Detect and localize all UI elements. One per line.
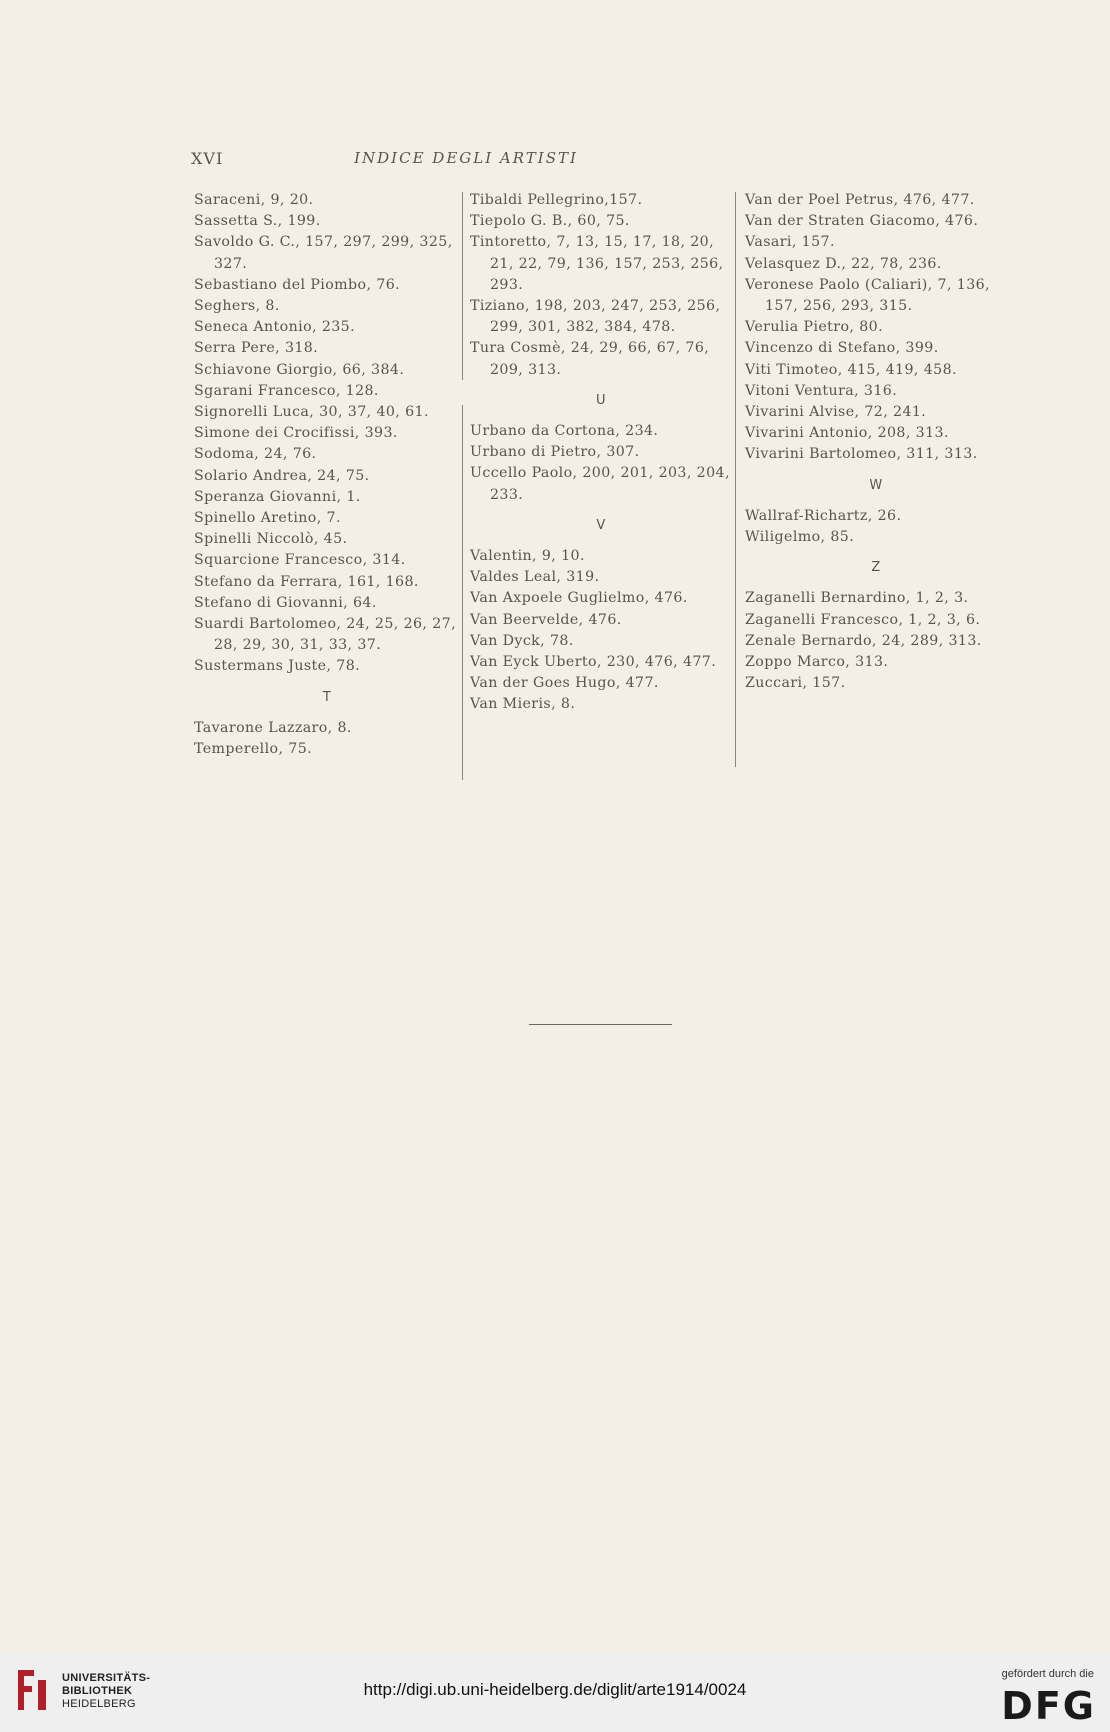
index-entry: Temperello, 75. <box>194 741 313 758</box>
index-entry: Sgarani Francesco, 128. <box>194 382 379 399</box>
index-entry: Zenale Bernardo, 24, 289, 313. <box>745 632 982 649</box>
index-entry: Urbano di Pietro, 307. <box>470 444 640 461</box>
index-entry: Suardi Bartolomeo, 24, 25, 26, 27, 28, 29, 30, 31, 33, 37. <box>194 616 457 654</box>
index-entry: Signorelli Luca, 30, 37, 40, 61. <box>194 404 429 421</box>
section-letter: U <box>596 392 606 408</box>
index-entry: Spinello Aretino, 7. <box>194 510 341 527</box>
index-entry: Zaganelli Bernardino, 1, 2, 3. <box>745 590 969 607</box>
index-entry: Tibaldi Pellegrino,157. <box>470 192 643 208</box>
index-entry: Sebastiano del Piombo, 76. <box>194 276 401 293</box>
index-entry: Urbano da Cortona, 234. <box>470 423 659 440</box>
index-entry: Seneca Antonio, 235. <box>194 319 356 336</box>
index-entry: Sassetta S., 199. <box>194 213 321 230</box>
section-letter: W <box>869 477 883 493</box>
index-entry: Tavarone Lazzaro, 8. <box>194 719 352 736</box>
index-entry: Van der Goes Hugo, 477. <box>470 675 659 692</box>
index-entry: Saraceni, 9, 20. <box>194 192 314 208</box>
index-entry: Uccello Paolo, 200, 201, 203, 204, 233. <box>470 465 730 503</box>
index-entry: Van Eyck Uberto, 230, 476, 477. <box>470 654 717 671</box>
index-entry: Van Axpoele Guglielmo, 476. <box>470 590 688 607</box>
column-rule-left-lower <box>462 405 463 780</box>
section-letter: Z <box>871 560 881 576</box>
index-entry: Vincenzo di Stefano, 399. <box>745 340 939 357</box>
index-entry: Wallraf-Richartz, 26. <box>745 507 902 524</box>
index-entry: Zaganelli Francesco, 1, 2, 3, 6. <box>745 611 981 628</box>
index-entry: Vivarini Alvise, 72, 241. <box>745 404 927 421</box>
index-column-2 <box>470 190 732 716</box>
index-entry: Wiligelmo, 85. <box>745 529 855 546</box>
index-entry: Sustermans Juste, 78. <box>194 658 361 675</box>
running-title: INDICE DEGLI ARTISTI <box>354 149 578 167</box>
index-entry: Van Beervelde, 476. <box>470 611 622 628</box>
index-entry: Savoldo G. C., 157, 297, 299, 325, 327. <box>194 234 453 272</box>
source-url-link[interactable]: http://digi.ub.uni-heidelberg.de/diglit/arte1914/0024 <box>363 1680 747 1699</box>
index-entry: Zuccari, 157. <box>745 675 846 692</box>
index-entry: Tura Cosmè, 24, 29, 66, 67, 76, 209, 313. <box>470 340 710 378</box>
index-entry: Vitoni Ventura, 316. <box>745 382 898 399</box>
index-entry: Valentin, 9, 10. <box>470 548 585 565</box>
dfg-logo: DFG <box>1001 1684 1096 1728</box>
index-entry: Valdes Leal, 319. <box>470 569 600 586</box>
index-entry: Van der Straten Giacomo, 476. <box>745 213 979 230</box>
index-entry: Tiziano, 198, 203, 247, 253, 256, 299, 301, 382, 384, 478. <box>470 298 721 336</box>
index-entry: Spinelli Niccolò, 45. <box>194 531 348 548</box>
page-number: XVI <box>191 149 224 168</box>
funding-note: gefördert durch die <box>1001 1668 1094 1680</box>
index-entry: Squarcione Francesco, 314. <box>194 552 406 569</box>
index-entry: Zoppo Marco, 313. <box>745 654 889 671</box>
index-entry: Stefano da Ferrara, 161, 168. <box>194 573 419 590</box>
index-entry: Seghers, 8. <box>194 298 280 315</box>
index-entry: Veronese Paolo (Caliari), 7, 136, 157, 256, 293, 315. <box>745 276 990 315</box>
page-header <box>191 149 711 173</box>
index-entry: Van Mieris, 8. <box>470 696 576 713</box>
index-entry: Stefano di Giovanni, 64. <box>194 594 377 611</box>
index-entry: Solario Andrea, 24, 75. <box>194 467 370 484</box>
index-column-3 <box>745 190 1007 694</box>
index-entry: Tiepolo G. B., 60, 75. <box>470 213 630 230</box>
index-entry: Velasquez D., 22, 78, 236. <box>745 255 942 272</box>
library-name: UNIVERSITÄTS- BIBLIOTHEK HEIDELBERG <box>62 1672 151 1710</box>
index-entry: Vivarini Bartolomeo, 311, 313. <box>745 446 978 463</box>
section-letter: V <box>596 517 606 533</box>
index-entry: Sodoma, 24, 76. <box>194 446 317 463</box>
digitization-footer <box>0 1652 1110 1732</box>
index-entry: Vivarini Antonio, 208, 313. <box>745 425 949 442</box>
section-letter: T <box>322 689 332 705</box>
index-entry: Schiavone Giorgio, 66, 384. <box>194 361 405 378</box>
index-entry: Vasari, 157. <box>745 234 835 251</box>
index-entry: Van Dyck, 78. <box>470 632 574 649</box>
index-entry: Tintoretto, 7, 13, 15, 17, 18, 20, 21, 22, 79, 136, 157, 253, 256, 293. <box>470 234 724 293</box>
index-entry: Serra Pere, 318. <box>194 340 319 357</box>
end-rule <box>529 1024 672 1025</box>
index-entry: Viti Timoteo, 415, 419, 458. <box>745 361 957 378</box>
index-column-1 <box>194 190 460 760</box>
column-rule-left <box>462 192 463 380</box>
index-entry: Verulia Pietro, 80. <box>745 319 883 336</box>
index-entry: Van der Poel Petrus, 476, 477. <box>745 192 975 208</box>
index-entry: Simone dei Crocifissi, 393. <box>194 425 398 442</box>
index-entry: Speranza Giovanni, 1. <box>194 488 361 505</box>
column-rule-right <box>735 192 736 767</box>
